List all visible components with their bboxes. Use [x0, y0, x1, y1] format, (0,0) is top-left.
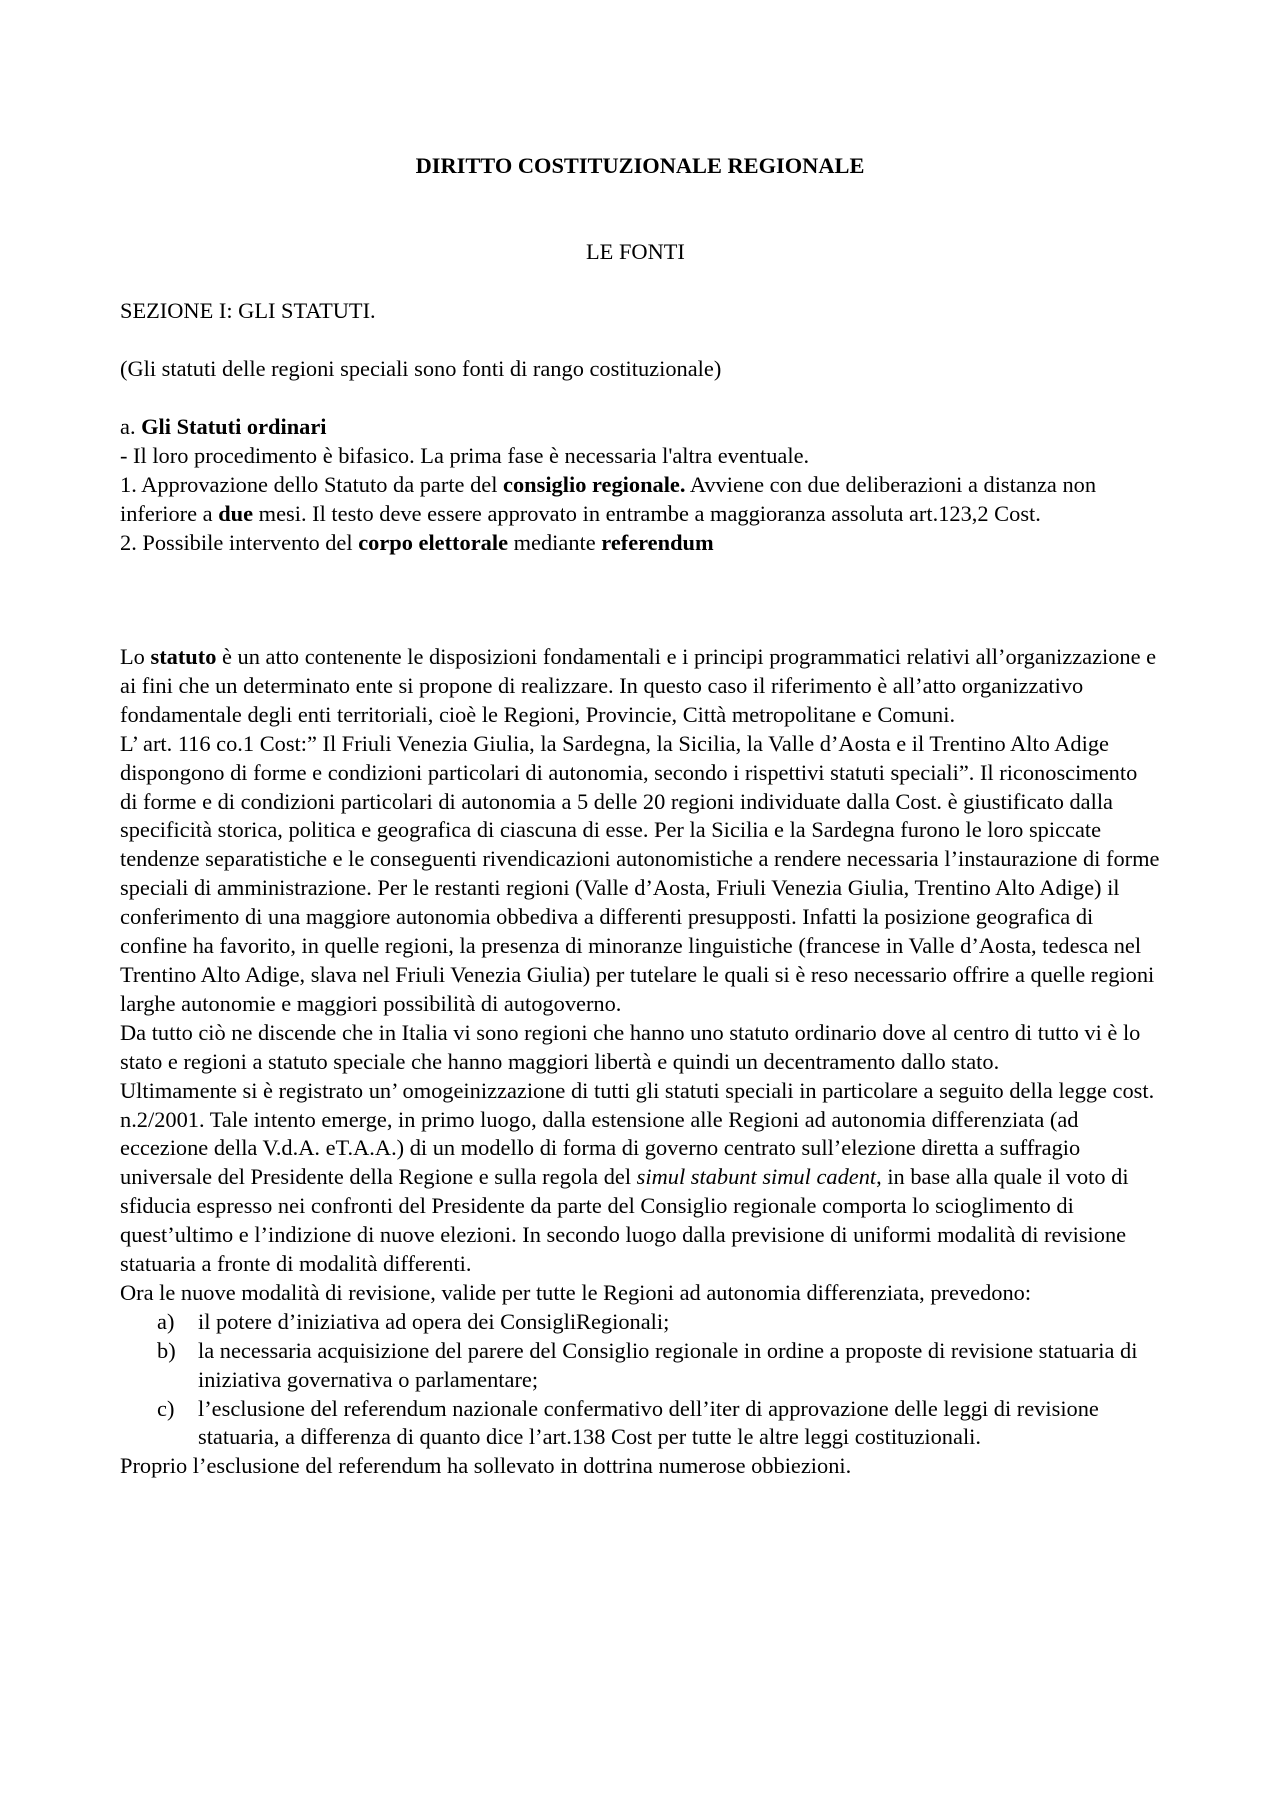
list-item: b) la necessaria acquisizione del parere del Consiglio regionale in ordine a proposte di revisione statuaria di iniziativa governativa o parlamentare; — [157, 1337, 1138, 1392]
document-title: DIRITTO COSTITUZIONALE REGIONALE — [415, 153, 865, 178]
paragraph-statuto-definition: Lo statuto è un atto contenente le disposizioni fondamentali e i principi programmatici relativi all’organizzazione e ai fini che un determinato ente si propone di realizzare. In questo caso il riferimento è all’atto organizzativo fondamentale degli enti territoriali, cioè le Regioni, Provincie, Città metropolitane e Comuni. — [120, 644, 1157, 727]
paragraph-revision-intro: Ora le nuove modalità di revisione, valide per tutte le Regioni ad autonomia differenziata, prevedono: — [120, 1279, 1032, 1305]
document-subtitle: LE FONTI — [586, 239, 685, 264]
paragraph-conclusion: Da tutto ciò ne discende che in Italia vi sono regioni che hanno uno statuto ordinario dove al centro di tutto vi è lo stato e regioni a statuto speciale che hanno maggiori libertà e quindi un decentramento dallo stato. — [120, 1019, 1141, 1074]
paragraph-art-116: L’ art. 116 co.1 Cost:” Il Friuli Venezia Giulia, la Sardegna, la Sicilia, la Valle d’Aosta e il Trentino Alto Adige dispongono di forme e condizioni particolari di autonomia, secondo i rispettivi statuti speciali”. Il riconoscimento di forme e di condizioni particolari di autonomia a 5 delle 20 regioni individuate dalla Cost. è giustificato dalla specificità storica, politica e geografica di ciascuna di esse. Per la Sicilia e la Sardegna furono le loro spiccate tendenze separatistiche e le conseguenti rivendicazioni autonomistiche a rendere necessaria l’instaurazione di forme speciali di amministrazione. Per le restanti regioni (Valle d’Aosta, Friuli Venezia Giulia, Trentino Alto Adige) il conferimento di una maggiore autonomia obbediva a differenti presupposti. Infatti la posizione geografica di confine ha favorito, in quelle regioni, la presenza di minoranze linguistiche (francese in Valle d’Aosta, tedesca nel Trentino Alto Adige, slava nel Friuli Venezia Giulia) per tutelare le quali si è reso necessario offrire a quelle regioni larghe autonomie e maggiori possibilità di autogoverno. — [120, 730, 1160, 1016]
paragraph-legge-cost-2001: Ultimamente si è registrato un’ omogeinizzazione di tutti gli statuti speciali in particolare a seguito della legge cost. n.2/2001. Tale intento emerge, in primo luogo, dalla estensione alle Regioni ad autonomia differenziata (ad eccezione della V.d.A. eT.A.A.) di un modello di forma di governo centrato sull’elezione diretta a suffragio universale del Presidente della Regione e sulla regola del simul stabunt simul cadent, in base alla quale il voto di sfiducia espresso nei confronti del Presidente da parte del Consiglio regionale comporta lo scioglimento di quest’ultimo e l’indizione di nuove elezioni. In secondo luogo dalla previsione di uniformi modalità di revisione statuaria a fronte di modalità differenti. — [120, 1077, 1155, 1277]
procedure-intro: - Il loro procedimento è bifasico. La prima fase è necessaria l'altra eventuale. — [120, 442, 810, 468]
body-text — [120, 643, 1160, 1481]
ordinary-statutes-block — [120, 413, 1160, 558]
list-item: c) l’esclusione del referendum nazionale confermativo dell’iter di approvazione delle leggi di revisione statuaria, a differenza di quanto dice l’art.138 Cost per tutte le altre leggi costituzionali. — [157, 1395, 1099, 1450]
ordinary-statutes-heading: a. Gli Statuti ordinari — [120, 414, 327, 439]
revision-list — [120, 1308, 1160, 1453]
section-heading: SEZIONE I: GLI STATUTI. — [120, 298, 376, 323]
list-item: a) il potere d’iniziativa ad opera dei ConsigliRegionali; — [157, 1308, 670, 1334]
section-note: (Gli statuti delle regioni speciali sono fonti di rango costituzionale) — [120, 356, 722, 381]
paragraph-final: Proprio l’esclusione del referendum ha sollevato in dottrina numerose obbiezioni. — [120, 1453, 852, 1479]
procedure-step-2: 2. Possibile intervento del corpo elettorale mediante referendum — [120, 529, 714, 555]
procedure-step-1: 1. Approvazione dello Statuto da parte del consiglio regionale. Avviene con due deliberazioni a distanza non inferiore a due mesi. Il testo deve essere approvato in entrambe a maggioranza assoluta art.123,2 Cost. — [120, 471, 1097, 526]
